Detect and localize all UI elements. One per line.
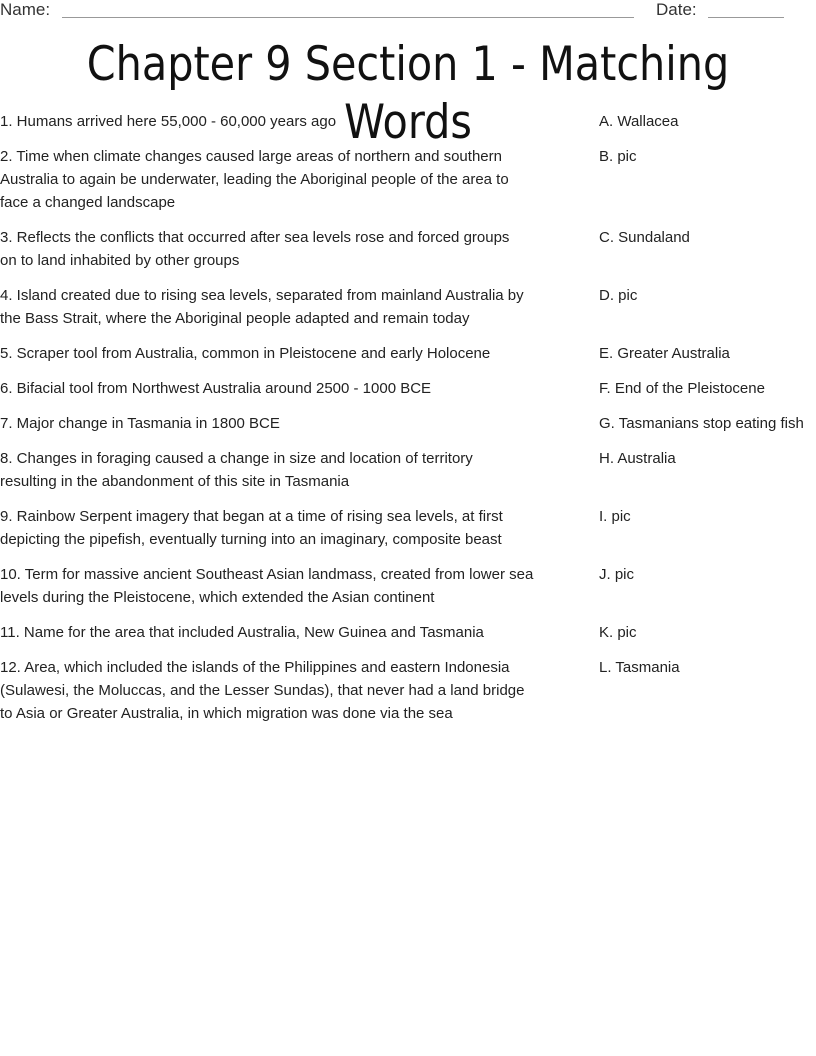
answer-option: K. pic [599,624,637,641]
page-title: Chapter 9 Section 1 - Matching Words [86,37,730,150]
answer-option: D. pic [599,287,638,304]
matching-row [0,656,816,725]
matching-row [0,447,816,493]
matching-row [0,284,816,330]
question-line: 1. Humans arrived here 55,000 - 60,000 years ago [0,113,337,130]
date-label: Date: [656,0,697,19]
question-text [0,226,599,272]
question-text [0,342,599,365]
answer-option: J. pic [599,566,635,583]
question-text [0,447,599,493]
question-text [0,110,599,133]
matching-row [0,110,816,133]
answer-option: H. Australia [599,450,676,467]
question-line: 3. Reflects the conflicts that occurred after sea levels rose and forced groups [0,229,510,246]
question-line: 5. Scraper tool from Australia, common in Pleistocene and early Holocene [0,345,491,362]
matching-row [0,505,816,551]
question-line: 7. Major change in Tasmania in 1800 BCE [0,415,280,432]
question-line: Australia to again be underwater, leading the Aboriginal people of the area to [0,171,509,188]
name-field[interactable] [62,17,634,18]
question-text [0,621,599,644]
question-line: the Bass Strait, where the Aboriginal people adapted and remain today [0,310,470,327]
matching-row [0,226,816,272]
answer-option: C. Sundaland [599,229,690,246]
matching-row [0,145,816,214]
question-line: face a changed landscape [0,194,176,211]
question-line: to Asia or Greater Australia, in which migration was done via the sea [0,705,453,722]
answer-option: L. Tasmania [599,659,680,676]
question-text [0,377,599,400]
matching-row [0,412,816,435]
answer-option: F. End of the Pleistocene [599,380,765,397]
question-text [0,412,599,435]
matching-row [0,342,816,365]
question-line: 12. Area, which included the islands of the Philippines and eastern Indonesia [0,659,510,676]
answer-option: I. pic [599,508,631,525]
question-line: 4. Island created due to rising sea levels, separated from mainland Australia by [0,287,524,304]
date-field[interactable] [708,17,784,18]
question-line: 8. Changes in foraging caused a change in size and location of territory [0,450,473,467]
question-text [0,284,599,330]
matching-list [0,110,816,737]
question-line: 10. Term for massive ancient Southeast Asian landmass, created from lower sea [0,566,534,583]
question-line: (Sulawesi, the Moluccas, and the Lesser Sundas), that never had a land bridge [0,682,525,699]
matching-row [0,563,816,609]
matching-row [0,621,816,644]
question-text [0,563,599,609]
matching-row [0,377,816,400]
question-text [0,145,599,214]
question-line: 2. Time when climate changes caused large areas of northern and southern [0,148,502,165]
question-line: resulting in the abandonment of this site in Tasmania [0,473,350,490]
answer-option: A. Wallacea [599,113,679,130]
question-line: 6. Bifacial tool from Northwest Australia around 2500 - 1000 BCE [0,380,432,397]
answer-option: E. Greater Australia [599,345,730,362]
question-line: levels during the Pleistocene, which extended the Asian continent [0,589,435,606]
question-line: on to land inhabited by other groups [0,252,240,269]
name-label: Name: [0,0,51,19]
answer-option: B. pic [599,148,637,165]
question-line: 11. Name for the area that included Australia, New Guinea and Tasmania [0,624,484,641]
question-text [0,505,599,551]
question-line: depicting the pipefish, eventually turning into an imaginary, composite beast [0,531,502,548]
question-line: 9. Rainbow Serpent imagery that began at a time of rising sea levels, at first [0,508,503,525]
answer-option: G. Tasmanians stop eating fish [599,415,804,432]
question-text [0,656,599,725]
worksheet-header [0,0,816,22]
